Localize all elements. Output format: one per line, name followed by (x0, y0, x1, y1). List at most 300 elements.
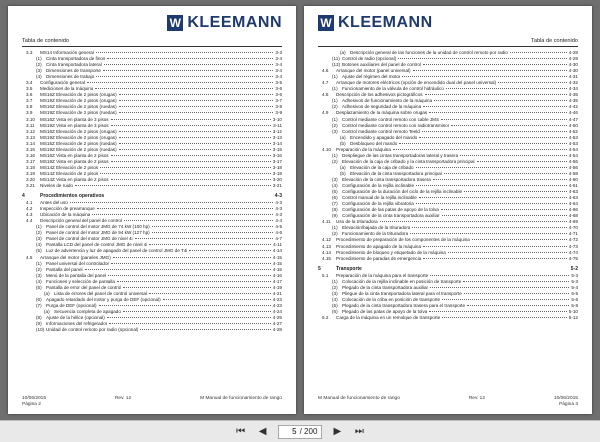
toc-entry-title: Ajuste del régimen del motor (342, 74, 401, 80)
toc-entry-title: Control manual de la rejilla inclinable (342, 195, 417, 201)
toc-entry-page: 3-19 (272, 170, 282, 176)
toc-entry-number: (4) (36, 278, 42, 284)
toc-entry-number: 4.3 (26, 212, 33, 218)
toc-leader (99, 305, 271, 306)
toc-entry-page: 3-21 (272, 183, 282, 189)
toc-entry-page: 4-53 (568, 140, 578, 146)
toc-leader (111, 125, 272, 126)
toc-entry-page: 3-20 (272, 176, 282, 182)
toc-entry-page: 4-15 (272, 254, 282, 260)
toc-entry-title: Panel de control del motor JMG de nivel 4i (46, 236, 133, 242)
toc-entry-title: MS14Z Elevación de 2 pisos (40, 170, 99, 176)
toc-entry-page: 3-4 (275, 68, 282, 74)
toc-leader (70, 202, 274, 203)
toc-leader (152, 226, 274, 227)
toc-entry-number: (2) (332, 158, 338, 164)
toc-entry-page: 3-4 (275, 62, 282, 68)
toc-entry-number: (2) (36, 62, 42, 68)
toc-entry-page: 4-11 (273, 242, 282, 248)
toc-entry-title: MS19Z Elevación de 2 pisos (ruedas) (40, 146, 117, 152)
toc-leader (434, 100, 567, 101)
toc-entry-number: 3.8 (26, 104, 33, 110)
toc-entry-page: 4-60 (568, 176, 578, 182)
toc-leader (413, 70, 567, 71)
toc-entry-title: Arranque del motor (panel universal) (336, 68, 411, 74)
toc-entry-number: 3.12 (26, 128, 35, 134)
toc-leader (425, 94, 567, 95)
toc-leader (75, 185, 271, 186)
prev-page-icon[interactable]: ◀ (258, 425, 267, 437)
toc-entry-page: 4-47 (568, 116, 578, 122)
toc-leader (111, 155, 271, 156)
toc-entry-title: Pantalla LCD del panel de control JMG de nivel 4i (46, 242, 148, 248)
toc-leader (111, 161, 271, 162)
toc-entry-page: 3-10 (272, 116, 282, 122)
toc-entry-title: Procedimiento de bloqueo y etiquetado de la máquina (336, 249, 446, 255)
next-page-icon[interactable]: ▶ (333, 425, 342, 437)
toc-entry-number: (2) (332, 231, 338, 237)
toc-entry-title: Elevación de la cinta transportadora trasera (342, 176, 431, 182)
toc-entry-title: Mediciones de la máquina (40, 86, 94, 92)
toc-entry-number: (5) (36, 248, 42, 254)
toc-leader (103, 70, 273, 71)
toc-entry-title: Desbloqueo del mando (350, 140, 398, 146)
toc-entry-title: Configuración de la cinta transportadora auxiliar (342, 213, 440, 219)
toc-entry-page: 4-3 (275, 212, 282, 218)
toc-leader (111, 119, 271, 120)
toc-leader (464, 191, 567, 192)
toc-entry-number: (a) (340, 164, 346, 170)
toc-entry-number: (a) (340, 50, 346, 55)
toc-entry-number: (3) (332, 176, 338, 182)
toc-leader (123, 311, 271, 312)
toc-list (22, 50, 282, 333)
toc-entry-page: 4-64 (568, 201, 578, 207)
toc-leader (87, 82, 273, 83)
toc-entry-page: 4-42 (568, 104, 578, 110)
toc-entry-number: (1) (332, 278, 338, 284)
toc-chapter[interactable] (22, 193, 282, 200)
toc-entry-page: 4-31 (568, 74, 578, 80)
toc-leader (100, 167, 271, 168)
toc-entry-title: Arranque de motores eléctricos (opción de encendido dual del panel universal) (336, 80, 497, 86)
toc-leader (95, 88, 273, 89)
toc-leader (119, 143, 271, 144)
toc-entry-number: (3) (36, 236, 42, 242)
toc-entry-page: 4-74 (568, 249, 578, 255)
toc-entry-title: Funciones y selección de pantalla (46, 278, 115, 284)
toc-leader (467, 305, 569, 306)
toc-entry-page: 4-15 (272, 260, 282, 266)
toc-entry-number: (7) (36, 302, 42, 308)
toc-leader (163, 299, 271, 300)
toc-leader (104, 64, 274, 65)
toc-entry-number: (3) (332, 128, 338, 134)
toc-entry-title: Elevación de la caja de cribado (350, 164, 414, 170)
toc-entry-number: (1) (332, 152, 338, 158)
toc-entry-page: 3-6 (275, 86, 282, 92)
toc-entry-number: (1) (36, 56, 42, 62)
toc-entry-number: (2) (332, 122, 338, 128)
toc-entry-number: 4.14 (322, 249, 331, 255)
toc-entry-number: (1) (332, 86, 338, 92)
toc-entry-title: Plegado de la cinta transportadora auxiliar (342, 284, 429, 290)
toc-entry-title: MS14 Información general (40, 50, 94, 55)
toc-entry-number: (b) (340, 170, 346, 176)
toc-leader (446, 88, 567, 89)
page-content (318, 14, 578, 410)
toc-leader (119, 94, 274, 95)
toc-entry-title: MS16Z Vista en planta de 2 pisos (40, 152, 109, 158)
toc-entry-title: Procedimientos operativos (40, 193, 105, 200)
toc-entry-title: Ubicación de la máquina (40, 212, 91, 218)
toc-entry-number: (1) (332, 116, 338, 122)
toc-entry-title: Descripción de los adhesivos pictográficos (336, 92, 423, 98)
toc-entry-page: 5-3 (571, 272, 578, 278)
toc-leader (96, 52, 273, 53)
toc-entry-number: (4) (332, 183, 338, 189)
toc-entry-number: 4.9 (322, 110, 329, 116)
toc-leader (119, 137, 271, 138)
toc-entry-number: (b) (340, 140, 346, 146)
toc-entry-number: 3.10 (26, 116, 35, 122)
toc-entry-title: Preparación de la máquina (336, 146, 391, 152)
toc-entry-number: 3.4 (26, 80, 33, 86)
toc-entry-page: 4-63 (568, 195, 578, 201)
toc-entry-page: 4-53 (568, 134, 578, 140)
toc-list (318, 50, 578, 321)
toc-entry-number: (4) (36, 242, 42, 248)
toc-entry-number: (9) (332, 213, 338, 219)
toc-leader (448, 252, 567, 253)
toc-entry-number: (7) (332, 201, 338, 207)
toc-entry-title: MS14Z Elevación de 2 pisos (40, 164, 99, 170)
toc-entry-title: Arranque del motor (paneles JMG) (40, 254, 111, 260)
toc-chapter[interactable] (318, 266, 578, 273)
toc-leader (398, 58, 567, 59)
toc-entry-number: 3.14 (26, 140, 35, 146)
toc-leader (441, 119, 567, 120)
toc-entry-number: 3.19 (26, 170, 35, 176)
toc-entry-title: MS19Z Elevación de 2 pisos (orugas) (40, 134, 117, 140)
toc-entry-page: 5-5 (571, 290, 578, 296)
toc-entry-title: MS16Z Elevación de 2 pisos (ruedas) (40, 140, 117, 146)
toc-entry-number: 4.10 (322, 146, 331, 152)
toc-entry-page: 3-11 (273, 122, 282, 128)
toc-entry-title: Plegado de la cinta transportadora trasera para el transporte (342, 302, 466, 308)
toc-entry-title: Colocación de la rejilla inclinable en posición de transporte (342, 278, 462, 284)
toc-entry-page: 3-3 (275, 50, 282, 55)
footer-rev: Rev. 12 (468, 396, 486, 401)
toc-entry-page: 4-54 (568, 152, 578, 158)
brand-name: KLEEMANN (187, 14, 282, 31)
toc-leader (442, 317, 567, 318)
last-page-icon[interactable]: ⏭ (354, 425, 364, 437)
toc-entry-title: Dimensiones de transporte (46, 68, 101, 74)
footer-rev: Rev. 12 (114, 396, 132, 401)
toc-entry-page: 3-15 (272, 146, 282, 152)
toc-leader (423, 258, 567, 259)
toc-entry-number: (5) (332, 302, 338, 308)
toc-leader (119, 112, 274, 113)
toc-entry-page: 4-75 (568, 255, 578, 261)
toc-entry-title: MS16Z Elevación de 2 pisos (ruedas) (40, 104, 117, 110)
toc-entry-title: Encendido y apagado del mando (350, 134, 418, 140)
footer-manual: M Manual de funcionamiento de rango (318, 396, 400, 401)
toc-entry-page: 4-5 (275, 224, 282, 230)
toc-entry-number: (8) (36, 314, 42, 320)
toc-entry-title: Configuración de la duración del ciclo de la rejilla inclinable (342, 189, 463, 195)
toc-entry-title: MS19Z Vista en planta de 2 pisos (40, 158, 109, 164)
toc-entry-number: 3.17 (26, 158, 35, 164)
toc-leader (108, 275, 271, 276)
toc-entry-title: Plegado de las patas de apoyo de la tolva (342, 308, 428, 314)
toc-entry-number: (6) (332, 308, 338, 314)
toc-leader (107, 317, 271, 318)
current-page-input[interactable] (283, 427, 297, 436)
toc-entry-page: 5-8 (571, 302, 578, 308)
toc-leader (149, 244, 271, 245)
page-number-box (278, 425, 323, 439)
toc-leader (119, 106, 274, 107)
toc-leader (460, 155, 567, 156)
kleemann-logo-icon: W (167, 15, 183, 31)
toc-entry-number: 3.20 (26, 176, 35, 182)
toc-entry-title: Inspección de prearranque (40, 206, 95, 212)
toc-entry-title: Control mediante control remoto Teeld (342, 128, 420, 134)
toc-entry-page: 3-4 (275, 74, 282, 80)
toc-entry-title: Adhesivos de funcionamiento de la máquina (342, 98, 433, 104)
toc-leader (498, 82, 567, 83)
toc-leader (423, 64, 567, 65)
toc-entry-page: 4-6 (275, 230, 282, 236)
toc-entry-title: Funcionamiento de la válvula de control hidráulico (342, 86, 444, 92)
toc-entry-title: Dimensiones de trabajo (46, 74, 95, 80)
toc-entry-title: Control de radio (opcional) (342, 56, 397, 62)
toc-entry-page: 4-35 (568, 92, 578, 98)
toc-entry-number: 3.13 (26, 134, 35, 140)
toc-leader (422, 131, 567, 132)
toc-entry-page: 4-68 (568, 213, 578, 219)
toc-entry-number: (3) (332, 290, 338, 296)
toc-entry-number: 4.7 (322, 80, 329, 86)
toc-entry-number: 4.1 (26, 200, 33, 206)
toc-entry-page: 3-5 (275, 80, 282, 86)
toc-entry-page: 4-14 (272, 248, 282, 254)
toc-entry-number: 4 (22, 193, 25, 200)
toc-entry-page: 5-6 (571, 296, 578, 302)
page-footer (318, 396, 578, 408)
toc-entry-number: (1) (332, 74, 338, 80)
toc-leader (113, 257, 271, 258)
toc-entry-title: Lista de errores del panel de control universal (54, 290, 147, 296)
toc-entry-number: 4.13 (322, 243, 331, 249)
toc-title: Tabla de contenido (22, 38, 282, 47)
toc-entry-number: 3.15 (26, 146, 35, 152)
toc-entry-page: 3-6 (275, 92, 282, 98)
toc-entry-page: 3-16 (272, 152, 282, 158)
toc-entry-page: 4-23 (272, 302, 282, 308)
toc-entry-page: 4-34 (568, 86, 578, 92)
page-3 (304, 6, 592, 414)
toc-entry-number: 3.11 (26, 122, 35, 128)
toc-entry-page: 3-12 (272, 128, 282, 134)
toc-entry-page: 4-73 (568, 243, 578, 249)
toc-entry-number: (a) (44, 308, 50, 314)
footer-right (554, 396, 578, 408)
toc-entry-title: Control mediante control remoto con radiotransmisor (342, 122, 450, 128)
toc-entry-title: Purga de DEF (opcional) (46, 302, 97, 308)
page-footer (22, 396, 282, 408)
toc-entry-title: Procedimiento de apagado de la máquina (336, 243, 422, 249)
toc-entry-number: 3.3 (26, 50, 33, 55)
toc-entry-number: (2) (36, 230, 42, 236)
toc-leader (441, 209, 567, 210)
toc-entry-title: Menú de la pantalla del panel (46, 272, 107, 278)
footer-date: 10/06/2015 (553, 396, 578, 401)
footer-manual: M Manual de funcionamiento de rango (200, 396, 282, 401)
toc-entry-page: 4-24 (272, 308, 282, 314)
toc-entry-page: 4-30 (568, 62, 578, 68)
toc-leader (429, 112, 567, 113)
toc-leader (451, 125, 567, 126)
toc-entry-title: Uso de la trituradora (336, 219, 378, 225)
toc-entry-page: 5-10 (568, 308, 578, 314)
toc-entry-page: 4-7 (275, 236, 282, 242)
toc-entry-page: 3-8 (275, 104, 282, 110)
toc-entry-number: 4.4 (26, 218, 33, 224)
toc-entry-title: Descripción general de las funciones de la unidad de control remoto por radio (350, 50, 508, 55)
toc-entry-number: (10) (36, 327, 45, 333)
toc-entry[interactable] (22, 327, 282, 333)
page-2 (8, 6, 296, 414)
toc-entry-page: 4-71 (568, 231, 578, 237)
kleemann-logo-icon: W (318, 15, 334, 31)
toc-entry-title: Elevación de la cinta transportadora principal (350, 170, 442, 176)
toc-leader (429, 311, 566, 312)
footer-date: 10/06/2015 (22, 396, 47, 401)
toc-entry-title: Configuración de las patas de apoyo de la tolva (342, 207, 439, 213)
toc-entry-page: 4-4 (275, 218, 282, 224)
toc-leader (412, 227, 566, 228)
toc-leader (123, 287, 270, 288)
brand-name: KLEEMANN (338, 14, 433, 31)
toc-entry-title: Unidad de control remoto por radio (opcional) (46, 327, 139, 333)
toc-entry-page: 4-3 (275, 206, 282, 212)
toc-entry-page: 4-17 (272, 278, 282, 284)
toc-leader (433, 179, 567, 180)
footer-page-label: Página 2 (22, 402, 41, 407)
toc-entry-title: Desplazamiento de la máquina sobre orugas (336, 110, 428, 116)
toc-leader (100, 173, 271, 174)
toc-entry-title: Panel de control del motor JMG de 94 kW (127 hp) (46, 230, 150, 236)
toc-leader (140, 329, 270, 330)
toc-entry-title: Cinta transportadora de finos (46, 56, 106, 62)
toc-entry-number: 4.12 (322, 237, 331, 243)
toc-entry-number: (4) (36, 74, 42, 80)
toc-entry-title: Informaciones del refrigerador (46, 321, 108, 327)
toc-leader (510, 52, 567, 53)
toc-leader (423, 246, 567, 247)
toc-entry-number: 3.5 (26, 86, 33, 92)
toc-leader (92, 214, 273, 215)
toc-entry-title: Adhesivos de seguridad de la máquina (342, 104, 422, 110)
toc-leader (380, 221, 567, 222)
brand-header (318, 14, 578, 32)
toc-leader (402, 76, 566, 77)
toc-entry-number: (8) (332, 207, 338, 213)
toc-entry-title: MS19Z Elevación de 2 pisos (orugas) (40, 98, 117, 104)
toc-entry-page: 3-17 (272, 158, 282, 164)
toc-entry-number: (a) (44, 290, 50, 296)
toc-leader (399, 143, 567, 144)
toc-entry-title: Pantalla de error del panel de control (46, 284, 122, 290)
toc-entry-title: Elevación/bajada de la trituradora (342, 225, 411, 231)
toc-leader (111, 263, 271, 264)
toc-leader (444, 173, 567, 174)
toc-entry-page: 3-7 (275, 98, 282, 104)
toc-entry-title: Configuración general (40, 80, 85, 86)
toc-entry-number: 3.7 (26, 98, 33, 104)
toc-entry[interactable] (318, 315, 578, 321)
toc-entry-page: 4-23 (272, 296, 282, 302)
toc-entry-title: Niveles de ruido (40, 183, 73, 189)
toc-entry-page: 4-32 (568, 80, 578, 86)
toc-leader (111, 179, 271, 180)
toc-leader (410, 233, 567, 234)
toc-entry-number: (1) (36, 260, 42, 266)
toc-entry-title: Configuración de la rejilla inclinable (342, 183, 415, 189)
toc-entry-page: 4-63 (568, 189, 578, 195)
toc-entry-number: 5.2 (322, 314, 329, 320)
toc-entry-page: 4-61 (568, 183, 578, 189)
first-page-icon[interactable]: ⏮ (236, 425, 246, 437)
toc-entry-title: Procedimiento de preparación de los componentes de la máquina (336, 237, 470, 243)
toc-entry-title: Descripción general del panel de control (40, 218, 122, 224)
toc-entry-number: (6) (332, 195, 338, 201)
toc-entry-page: 3-4 (275, 56, 282, 62)
toc-leader (119, 100, 274, 101)
toc-entry-title: Pliegue de la cinta transportadora lateral para el transporte (342, 290, 462, 296)
toc-entry-title: Despliegue de las cintas transportadoras lateral y trasera (342, 152, 459, 158)
toc-entry-page: 4-35 (568, 98, 578, 104)
toc-entry-page: 5-4 (571, 284, 578, 290)
toc-entry-number: 3.18 (26, 164, 35, 170)
toc-entry-page: 4-27 (272, 321, 282, 327)
toc-entry-title: Control mediante control remoto con cable JMS (342, 116, 440, 122)
toc-leader (109, 323, 271, 324)
toc-entry-title: Apagado retardado del motor y purga de DEF (opcional) (46, 296, 161, 302)
toc-entry-number: (1) (332, 98, 338, 104)
total-pages: / 200 (299, 427, 318, 436)
toc-entry-title: Procedimiento de paradas de emergencia (336, 255, 422, 261)
toc-entry-page: 3-14 (272, 140, 282, 146)
toc-entry-page: 4-58 (568, 170, 578, 176)
toc-leader (416, 167, 567, 168)
toc-entry-number: 3.21 (26, 183, 35, 189)
toc-entry-title: Secuencia completa de apagado (54, 308, 121, 314)
toc-leader (96, 76, 273, 77)
toc-leader (419, 137, 567, 138)
toc-entry-page: 4-56 (568, 164, 578, 170)
toc-entry-number: (2) (36, 266, 42, 272)
toc-entry-page: 4-46 (568, 110, 578, 116)
toc-entry-number: (11) (332, 56, 340, 62)
toc-entry-number: 4.2 (26, 206, 33, 212)
toc-entry-page: 3-9 (275, 110, 282, 116)
toc-entry-number: 4.8 (322, 92, 329, 98)
toc-entry-page: 4-25 (272, 314, 282, 320)
